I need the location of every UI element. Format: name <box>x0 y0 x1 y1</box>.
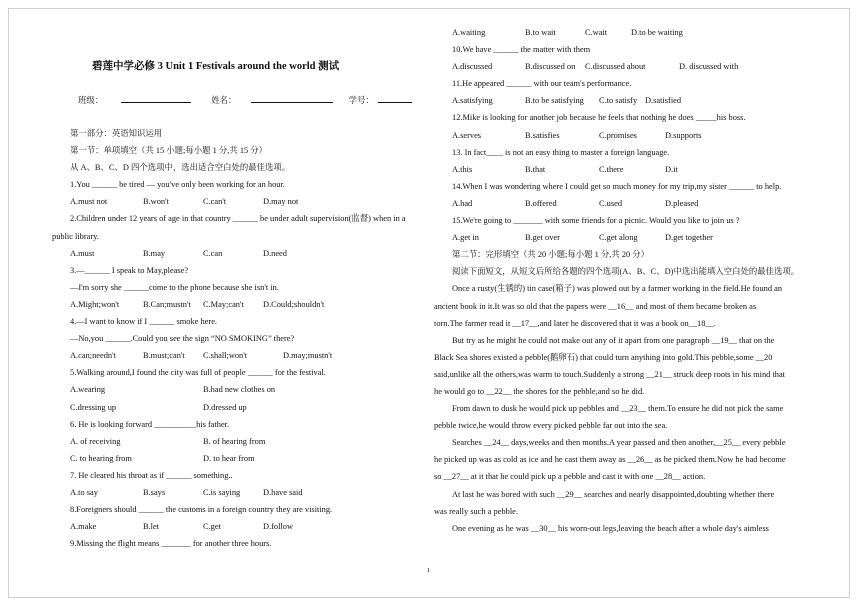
section-heading: 第一节：单项填空（共 15 小题;每小题 1 分,共 15 分） <box>70 146 268 156</box>
cloze-line: But try as he might he could not make out any of it apart from one paragraph __19__ that on the <box>452 335 775 345</box>
question-14-options <box>434 195 806 212</box>
question-1-options <box>52 193 424 210</box>
part-heading: 第一部分：英语知识运用 <box>70 129 163 138</box>
option[interactable]: A.satisfying <box>452 96 493 106</box>
option[interactable]: D.dressed up <box>203 402 247 412</box>
left-column <box>52 125 424 552</box>
option[interactable]: C.discussed about <box>585 62 646 72</box>
option[interactable]: C.promises <box>599 130 637 140</box>
option[interactable]: D.supports <box>665 130 702 140</box>
question-3: 3.—______ I speak to May,please? <box>70 265 189 275</box>
question-10-options <box>434 58 806 75</box>
option[interactable]: D.need <box>263 248 287 258</box>
question-4: 4.—I want to know if I ______ smoke here. <box>70 317 218 327</box>
question-4-options <box>52 347 424 364</box>
option[interactable]: A.make <box>70 522 97 532</box>
option[interactable]: B.to be satisfying <box>525 96 584 106</box>
cloze-line: From dawn to dusk he would pick up pebbles and __23__ them.To ensure he did not pick the same <box>452 404 784 414</box>
question-6-options-cd <box>52 450 424 467</box>
option[interactable]: B.satisfies <box>525 130 560 140</box>
cloze-line: he picked up was as cold as ice and he cast them away as __26__ as he picked them.Now he had become <box>434 455 786 465</box>
option[interactable]: D.satisfied <box>645 96 682 106</box>
question-7: 7. He cleared his throat as if ______ something.. <box>70 470 233 480</box>
option[interactable]: C.May;can't <box>203 299 244 309</box>
option[interactable]: A.must not <box>70 197 108 207</box>
option[interactable]: B.to wait <box>525 28 556 37</box>
cloze-instruction: 阅读下面短文，从短文后所给各题的四个选项(A、B、C、D)中选出能填入空白处的最佳选项。 <box>452 267 800 277</box>
option[interactable]: A.to say <box>70 487 98 497</box>
question-15: 15.We're going to _______ with some friends for a picnic. Would you like to join us ? <box>452 216 740 226</box>
question-8: 8.Foreigners should ______ the customs in a foreign country they are visiting. <box>70 505 333 515</box>
cloze-line: so __27__ at it that he could pick up a pebble and cast it with one __28__ action. <box>434 472 706 482</box>
question-13-options <box>434 161 806 178</box>
option[interactable]: A.must <box>70 248 95 258</box>
option[interactable]: A.wearing <box>70 385 106 395</box>
question-8-options <box>52 518 424 535</box>
option[interactable]: D.pleased <box>665 198 699 208</box>
option[interactable]: D.to be waiting <box>631 28 683 37</box>
option[interactable]: B.says <box>143 487 166 497</box>
question-6: 6. He is looking forward __________his father. <box>70 419 230 429</box>
option[interactable]: C. to hearing from <box>70 453 132 463</box>
cloze-line: Black Sea shores existed a pebble(鹅卵石) that could turn anything into gold.This pebble,some __20 <box>434 352 773 362</box>
question-2: 2.Children under 12 years of age in that country ______ be under adult supervision(监督) when in a <box>70 214 406 224</box>
question-6-options-ab <box>52 433 424 450</box>
class-label: 班级： <box>78 96 104 105</box>
option[interactable]: C.can <box>203 248 223 258</box>
question-14: 14.When I was wondering where I could get so much money for my trip,my sister ______ to help. <box>452 181 782 191</box>
question-3-options <box>52 296 424 313</box>
question-5-options-ab <box>52 381 424 398</box>
option[interactable]: B.had new clothes on <box>203 385 276 395</box>
option[interactable]: C.used <box>599 198 623 208</box>
option[interactable]: A.serves <box>452 130 482 140</box>
option[interactable]: D.have said <box>263 487 303 497</box>
option[interactable]: B.let <box>143 522 160 532</box>
option[interactable]: B. of hearing from <box>203 436 266 446</box>
class-blank <box>121 94 191 103</box>
cloze-line: torn.The farmer read it __17__,and later he discovered that it was a book on__18__. <box>434 318 716 328</box>
option[interactable]: C.shall;won't <box>203 351 248 361</box>
question-9-options <box>434 24 806 41</box>
option[interactable]: D. to hear from <box>203 453 255 463</box>
question-1: 1.You ______ be tired — you've only been working for an hour. <box>70 180 285 190</box>
name-label: 姓名： <box>211 96 237 105</box>
question-5: 5.Walking around,I found the city was full of people ______ for the festival. <box>70 368 326 378</box>
question-2-continued: public library. <box>52 231 99 241</box>
option[interactable]: D.get together <box>665 233 713 243</box>
option[interactable]: A. of receiving <box>70 436 121 446</box>
option[interactable]: B.offered <box>525 198 557 208</box>
option[interactable]: B.won't <box>143 197 169 207</box>
option[interactable]: D.may;mustn't <box>283 351 333 361</box>
question-11: 11.He appeared ______ with our team's performance. <box>452 79 632 89</box>
question-12-options <box>434 127 806 144</box>
question-3-reply: —I'm sorry she ______come to the phone because she isn't in. <box>70 282 279 292</box>
option[interactable]: B.Can;mustn't <box>143 299 191 309</box>
question-10: 10.We have ______ the matter with them <box>452 45 591 55</box>
cloze-line: One evening as he was __30__ his worn-out legs,leaving the beach after a whole day's aimless <box>452 523 769 533</box>
option[interactable]: C.to satisfy <box>599 96 638 106</box>
option[interactable]: C.wait <box>585 28 608 37</box>
option[interactable]: D.follow <box>263 522 294 532</box>
option[interactable]: A.discussed <box>452 62 493 72</box>
option[interactable]: A.this <box>452 164 473 174</box>
option[interactable]: B.get over <box>525 233 560 243</box>
option[interactable]: A.had <box>452 198 473 208</box>
option[interactable]: D. discussed with <box>679 62 739 72</box>
option[interactable]: B.must;can't <box>143 351 185 361</box>
page-number: 1 <box>427 567 431 574</box>
question-2-options <box>52 245 424 262</box>
option[interactable]: D.Could;shouldn't <box>263 299 325 309</box>
question-13: 13. In fact____ is not an easy thing to master a foreign language. <box>452 147 670 157</box>
option[interactable]: C.there <box>599 164 624 174</box>
option[interactable]: D.it <box>665 164 678 174</box>
option[interactable]: A.can;needn't <box>70 351 116 361</box>
option[interactable]: A.waiting <box>452 28 486 37</box>
option[interactable]: C.can't <box>203 197 227 207</box>
cloze-line: Once a rusty(生锈的) tin case(箱子) was plowed out by a farmer working in the field.He found an <box>452 284 783 294</box>
student-id-label: 学号： <box>348 96 374 105</box>
option[interactable]: C.is saying <box>203 487 241 497</box>
cloze-line: ancient book in it.It was so old that the papers were __16__ and most of them became broken as <box>434 301 757 311</box>
section-2-heading: 第二节：完形填空（共 20 小题;每小题 1 分,共 20 分） <box>452 250 650 260</box>
option[interactable]: D.may not <box>263 197 299 207</box>
option[interactable]: C.dressing up <box>70 402 117 412</box>
option[interactable]: A.get in <box>452 233 479 243</box>
name-blank <box>251 94 333 103</box>
question-5-options-cd <box>52 399 424 416</box>
question-11-options <box>434 92 806 109</box>
question-15-options <box>434 229 806 246</box>
option[interactable]: B.may <box>143 248 166 258</box>
instruction: 从 A、B、C、D 四个选项中，选出适合空白处的最佳选项。 <box>70 163 291 173</box>
student-id-blank <box>378 94 412 103</box>
question-9: 9.Missing the flight means _______ for another three hours. <box>70 539 272 549</box>
right-column <box>434 24 806 537</box>
page-title: 碧莲中学必修 3 Unit 1 Festivals around the world 测试 <box>92 61 340 72</box>
cloze-line: At last he was bored with such __29__ searches and nearly disappointed,doubting whether there <box>452 489 775 499</box>
option[interactable]: C.get along <box>599 233 638 243</box>
cloze-line: pebble twice,he would throw every picked pebble far out into the sea. <box>434 421 668 431</box>
cloze-line: said,unlike all the others,was warm to touch.Suddenly a strong __21__ struck deep roots in his mind that <box>434 369 785 379</box>
cloze-line: Searches __24__ days,weeks and then months.A year passed and then another,__25__ every pebble <box>452 438 786 448</box>
cloze-line: was really such a pebble. <box>434 506 518 516</box>
option[interactable]: C.get <box>203 522 221 532</box>
question-7-options <box>52 484 424 501</box>
cloze-line: he would go to __22__ the shores for the pebble,and so he did. <box>434 386 645 396</box>
student-info-row <box>78 94 412 106</box>
option[interactable]: B.discussed on <box>525 62 576 72</box>
option[interactable]: A.Might;won't <box>70 299 120 309</box>
question-12: 12.Mike is looking for another job because he feels that nothing he does _____his boss. <box>452 113 746 123</box>
option[interactable]: B.that <box>525 164 546 174</box>
question-4-reply: —No,you ______.Could you see the sign “NO SMOKING” there? <box>70 334 295 344</box>
